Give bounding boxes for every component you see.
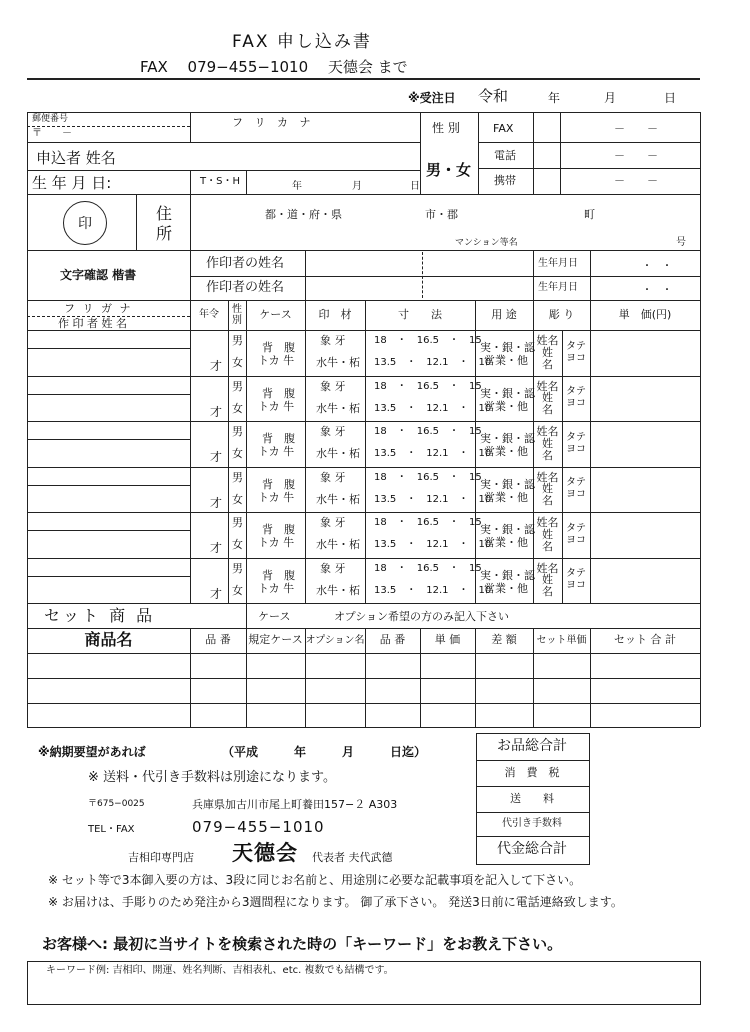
case-line-2[interactable]: トカ 牛 — [258, 490, 295, 504]
postal-mark: 〒 － — [32, 128, 72, 139]
material-line-1[interactable]: 象 牙 — [320, 425, 346, 438]
company-shop-type: 吉相印専門店 — [128, 851, 194, 864]
gender-male[interactable]: 男 — [232, 379, 243, 393]
items-header-size: 寸 法 — [398, 307, 442, 321]
case-line-2[interactable]: トカ 牛 — [258, 445, 295, 458]
birth-day: 日 — [410, 181, 420, 192]
maker-name-label-1: 作印者の姓名 — [206, 256, 285, 271]
writing-confirm-label: 文字確認 楷書 — [60, 268, 137, 282]
size-line-1[interactable]: 18 ・ 16.5 ・ 15 — [374, 562, 482, 574]
keyword-example: キーワード例: 吉相印、開運、姓名判断、吉相表札、etc. 複数でも結構です。 — [46, 965, 394, 976]
material-line-1[interactable]: 象 牙 — [320, 379, 346, 393]
material-line-2[interactable]: 水牛・柘 — [316, 401, 360, 415]
order-date-day: 日 — [664, 91, 677, 105]
material-line-2[interactable]: 水牛・柘 — [316, 447, 360, 460]
fax-line: FAX 079−455−1010 天德会 まで — [140, 58, 408, 76]
company-tel: 079−455−1010 — [192, 818, 325, 836]
case-line-1[interactable]: 背 腹 — [262, 386, 295, 400]
use-line-1[interactable]: 実・銀・認 — [480, 341, 535, 354]
maker-birth-dots-2: ・ ・ — [642, 285, 672, 296]
items-header-use: 用 途 — [491, 307, 517, 321]
items-header-engrave: 彫 り — [548, 307, 575, 321]
gender-male[interactable]: 男 — [232, 425, 243, 438]
birth-date-label: 生 年 月 日: — [32, 174, 112, 192]
set-product-title: セット 商 品 — [44, 606, 156, 625]
use-line-2[interactable]: 営業・他 — [484, 536, 528, 549]
set-option-note: オプション希望の方のみ記入下さい — [334, 610, 510, 623]
set-header-unit-price: 単 価 — [434, 633, 461, 647]
use-line-2[interactable]: 営業・他 — [484, 354, 528, 367]
case-line-2[interactable]: トカ 牛 — [258, 354, 295, 367]
case-line-1[interactable]: 背 腹 — [262, 523, 295, 536]
case-line-2[interactable]: トカ 牛 — [258, 581, 295, 595]
age-unit: 才 — [210, 586, 223, 601]
gender-female[interactable]: 女 — [232, 538, 243, 551]
size-line-1[interactable]: 18 ・ 16.5 ・ 15 — [374, 426, 482, 437]
order-date-month: 月 — [604, 91, 617, 105]
mansion-label: マンション等名 — [455, 238, 518, 248]
engrave-orientation[interactable]: タテ ヨコ — [566, 477, 586, 501]
grand-total-label: 代金総合計 — [497, 841, 567, 858]
gender-female[interactable]: 女 — [232, 583, 243, 597]
size-line-2[interactable]: 13.5 ・ 12.1 ・ 10 — [374, 539, 492, 550]
engrave-style[interactable]: 姓名 姓 名 — [536, 561, 559, 599]
use-line-1[interactable]: 実・銀・認 — [480, 432, 535, 445]
material-line-1[interactable]: 象 牙 — [320, 561, 346, 575]
maker-birth-dots-1: ・ ・ — [642, 261, 672, 272]
gender-female[interactable]: 女 — [232, 401, 243, 415]
city-label: 市・郡 — [425, 208, 458, 221]
set-header-option-code: 品 番 — [379, 633, 406, 647]
applicant-name-label: 申込者 姓名 — [36, 149, 116, 167]
use-line-2[interactable]: 営業・他 — [484, 445, 528, 458]
use-line-1[interactable]: 実・銀・認 — [480, 386, 535, 400]
use-line-2[interactable]: 営業・他 — [484, 581, 528, 595]
mobile-dash: － － — [614, 174, 658, 187]
seal-mark: 印 — [78, 216, 92, 232]
delivery-request: ※納期要望があれば — [38, 745, 146, 759]
items-header-gender: 性 別 — [232, 303, 242, 326]
items-header-maker-name: 作 印 者 姓 名 — [58, 317, 127, 330]
birth-month: 月 — [352, 181, 362, 192]
engrave-style[interactable]: 姓名 姓 名 — [536, 334, 559, 371]
engrave-orientation[interactable]: タテ ヨコ — [566, 431, 586, 455]
engrave-orientation[interactable]: タテ ヨコ — [566, 386, 586, 410]
material-line-2[interactable]: 水牛・柘 — [316, 356, 360, 369]
note-2: ※ お届けは、手彫りのため発注から3週間程になります。 御了承下さい。 発送3日前に電話連絡致します。 — [48, 895, 623, 909]
case-line-2[interactable]: トカ 牛 — [258, 399, 295, 413]
order-date-label: ※受注日 — [408, 91, 456, 105]
tax-label: 消 費 税 — [504, 765, 560, 779]
fax-label: FAX — [493, 122, 514, 135]
material-line-2[interactable]: 水牛・柘 — [316, 538, 360, 551]
use-line-1[interactable]: 実・銀・認 — [480, 568, 535, 582]
age-unit: 才 — [210, 541, 223, 555]
set-header-difference: 差 額 — [491, 633, 517, 647]
birth-year: 年 — [292, 181, 302, 192]
case-line-2[interactable]: トカ 牛 — [258, 536, 295, 549]
case-line-1[interactable]: 背 腹 — [262, 477, 295, 491]
gender-label: 性 別 — [432, 121, 460, 135]
gender-female[interactable]: 女 — [232, 356, 243, 369]
address-label: 住 所 — [156, 204, 173, 243]
engrave-style[interactable]: 姓名 姓 名 — [536, 470, 559, 508]
set-header-set-price: セット単価 — [536, 634, 587, 646]
size-line-1[interactable]: 18 ・ 16.5 ・ 15 — [374, 517, 482, 528]
size-line-1[interactable]: 18 ・ 16.5 ・ 15 — [374, 471, 482, 483]
set-header-standard-case: 規定ケース — [248, 633, 303, 647]
postal-label: 郵便番号 — [32, 114, 69, 124]
case-line-1[interactable]: 背 腹 — [262, 341, 295, 354]
phone-label: 電話 — [494, 149, 516, 162]
engrave-style[interactable]: 姓名 姓 名 — [536, 379, 559, 417]
engrave-style[interactable]: 姓名 姓 名 — [536, 425, 559, 462]
maker-name-label-2: 作印者の姓名 — [206, 280, 285, 295]
shipping-label: 送 料 — [510, 791, 554, 805]
order-date-era: 令和 — [478, 87, 509, 105]
maker-birth-label-2: 生年月日 — [538, 282, 578, 293]
room-number-label: 号 — [676, 237, 686, 248]
items-header-furigana: フ リ ガ ナ — [64, 302, 133, 315]
use-line-2[interactable]: 営業・他 — [484, 490, 528, 504]
shipping-note: ※ 送料・代引き手数料は別途になります。 — [88, 770, 336, 785]
set-header-option-name: オプション名 — [305, 634, 365, 646]
material-line-1[interactable]: 象 牙 — [320, 516, 346, 529]
items-header-price: 単 価(円) — [618, 307, 672, 321]
gender-male[interactable]: 男 — [232, 334, 243, 347]
material-line-2[interactable]: 水牛・柘 — [316, 583, 360, 597]
company-tel-label: TEL・FAX — [88, 824, 135, 835]
items-header-age: 年令 — [199, 309, 219, 321]
company-postal: 〒675−0025 — [88, 799, 145, 809]
gender-male[interactable]: 男 — [232, 516, 243, 529]
use-line-1[interactable]: 実・銀・認 — [480, 477, 535, 491]
furigana-label: フ リ カ ナ — [232, 116, 315, 129]
engrave-orientation[interactable]: タテ ヨコ — [566, 568, 586, 592]
size-line-2[interactable]: 13.5 ・ 12.1 ・ 10 — [374, 448, 492, 459]
set-header-code: 品 番 — [205, 633, 231, 647]
material-line-2[interactable]: 水牛・柘 — [316, 492, 360, 506]
use-line-1[interactable]: 実・銀・認 — [480, 523, 535, 536]
engrave-orientation[interactable]: タテ ヨコ — [566, 340, 586, 364]
company-address: 兵庫県加古川市尾上町養田157−２ A303 — [192, 798, 398, 811]
gender-female[interactable]: 女 — [232, 447, 243, 460]
maker-birth-label-1: 生年月日 — [538, 258, 578, 269]
fax-dash: － － — [614, 122, 658, 135]
engrave-orientation[interactable]: タテ ヨコ — [566, 522, 586, 546]
birth-era-choices: T・S・H — [200, 176, 240, 187]
form-title: FAX 申し込み書 — [232, 32, 372, 52]
size-line-2[interactable]: 13.5 ・ 12.1 ・ 10 — [374, 357, 492, 368]
order-date-year: 年 — [548, 91, 561, 105]
seal-circle — [63, 201, 107, 245]
items-header-case: ケース — [259, 307, 292, 321]
survey-question: お客様へ: 最初に当サイトを検索された時の「キーワード」をお教え下さい。 — [42, 935, 563, 953]
age-unit: 才 — [210, 495, 223, 510]
company-logo: 天德会 — [232, 840, 298, 865]
engrave-style[interactable]: 姓名 姓 名 — [536, 516, 559, 553]
phone-dash: － － — [614, 149, 658, 162]
case-line-1[interactable]: 背 腹 — [262, 432, 295, 445]
prefecture-label: 都・道・府・県 — [265, 208, 342, 221]
gender-male[interactable]: 男 — [232, 561, 243, 575]
town-label: 町 — [584, 208, 595, 221]
set-header-product-name: 商品名 — [84, 630, 133, 650]
size-line-2[interactable]: 13.5 ・ 12.1 ・ 10 — [374, 402, 492, 414]
cod-fee-label: 代引き手数料 — [502, 818, 562, 830]
size-line-1[interactable]: 18 ・ 16.5 ・ 15 — [374, 335, 482, 346]
mobile-label: 携帯 — [494, 174, 516, 187]
set-case-label: ケース — [258, 610, 291, 623]
size-line-2[interactable]: 13.5 ・ 12.1 ・ 10 — [374, 493, 492, 505]
material-line-1[interactable]: 象 牙 — [320, 470, 346, 484]
case-line-1[interactable]: 背 腹 — [262, 568, 295, 582]
size-line-1[interactable]: 18 ・ 16.5 ・ 15 — [374, 380, 482, 392]
age-unit: 才 — [210, 359, 223, 373]
delivery-period: （平成 年 月 日迄） — [222, 745, 427, 759]
size-line-2[interactable]: 13.5 ・ 12.1 ・ 10 — [374, 584, 492, 596]
age-unit: 才 — [210, 450, 223, 464]
gender-male[interactable]: 男 — [232, 470, 243, 484]
use-line-2[interactable]: 営業・他 — [484, 399, 528, 413]
note-1: ※ セット等で3本御入要の方は、3段に同じお名前と、用途別に必要な記載事項を記入して下さい。 — [48, 873, 582, 887]
gender-choices: 男・女 — [426, 161, 472, 179]
material-line-1[interactable]: 象 牙 — [320, 334, 346, 347]
company-rep: 代表者 夫代武德 — [312, 851, 393, 864]
age-unit: 才 — [210, 404, 223, 419]
set-header-set-total: セット 合 計 — [614, 633, 676, 647]
items-header-material: 印 材 — [318, 307, 352, 321]
gender-female[interactable]: 女 — [232, 492, 243, 506]
items-total-label: お品総合計 — [497, 738, 567, 755]
